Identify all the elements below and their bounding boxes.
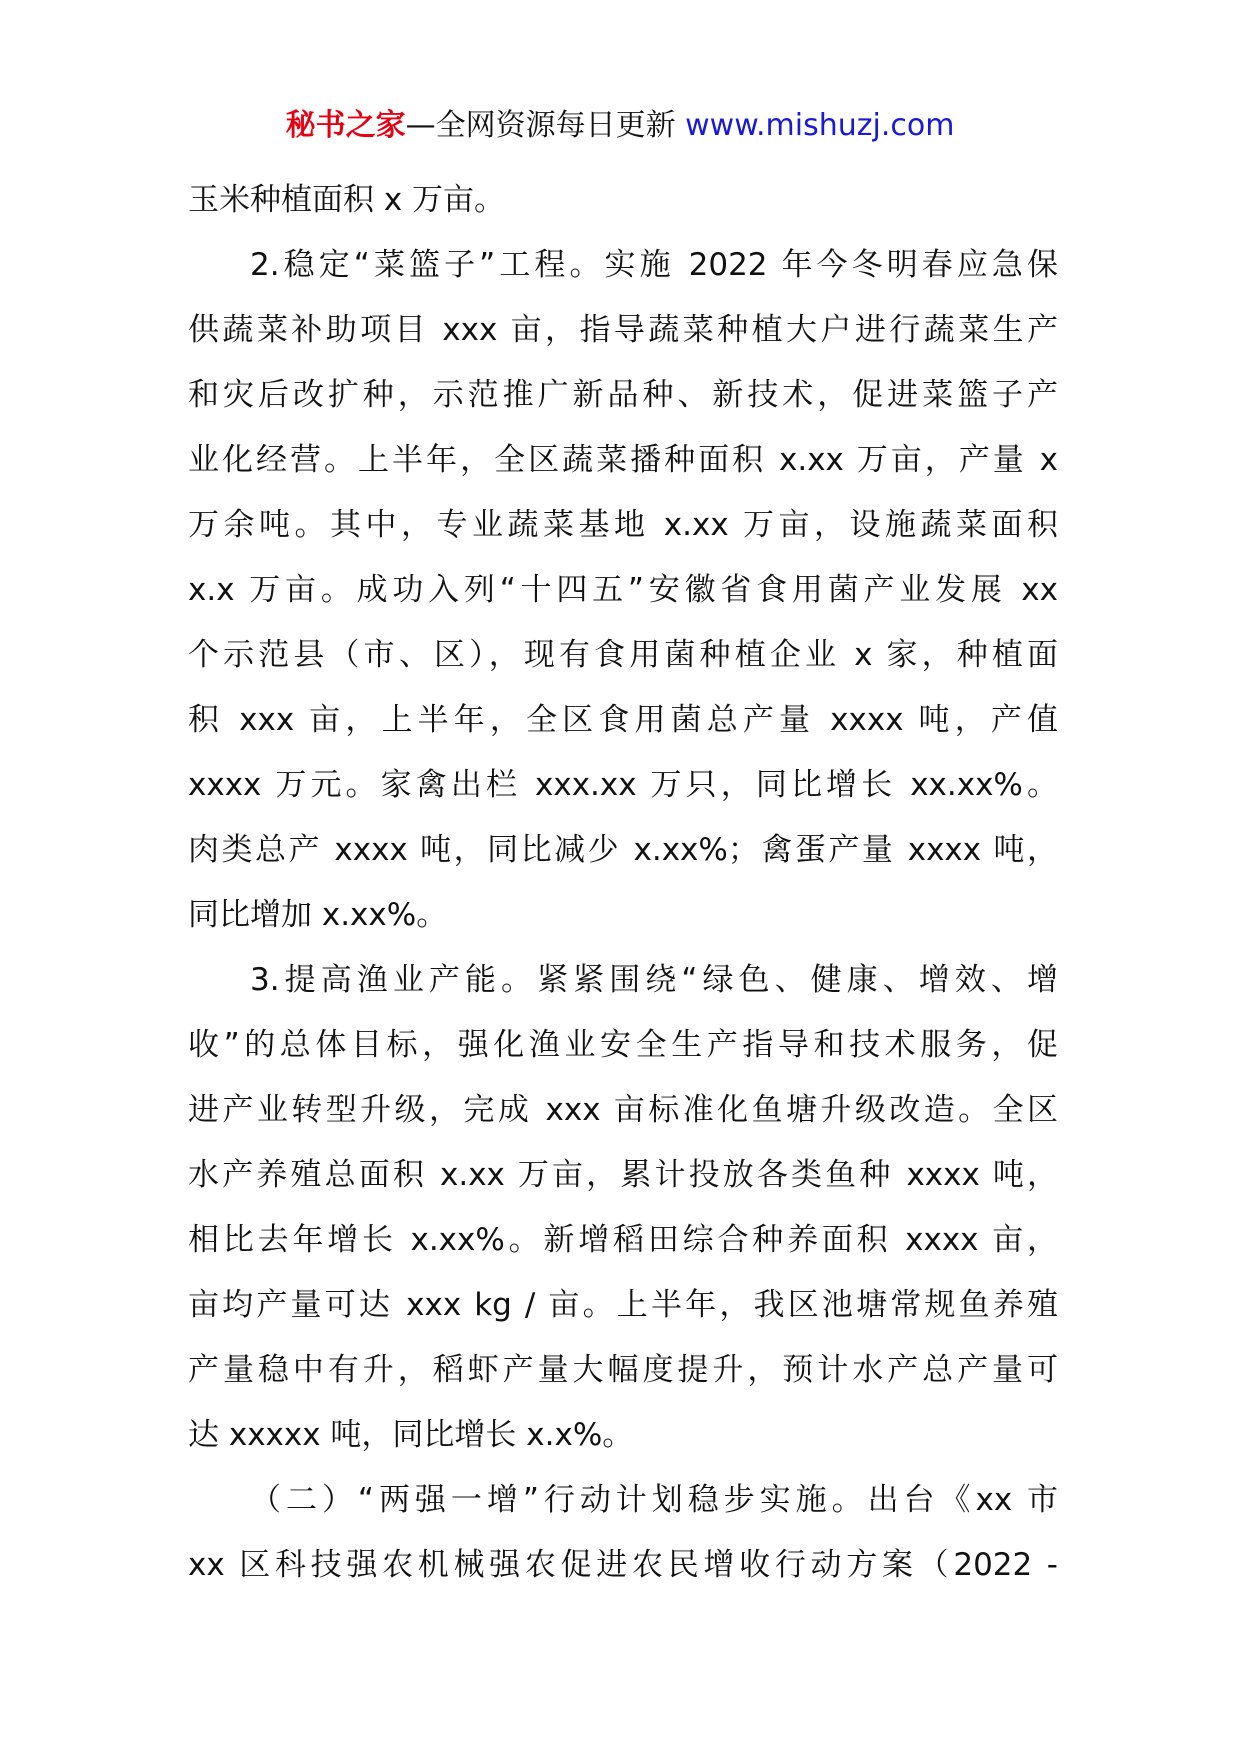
paragraph-start-line: （二）“两强一增”行动计划稳步实施。出台《xx 市 (250, 1482, 1058, 1518)
site-url-link[interactable]: www.mishuzj.com (685, 108, 955, 143)
paragraph-start-line: 3.提高渔业产能。紧紧围绕“绿色、健康、增效、增 (250, 962, 1058, 998)
text-line: x.x 万亩。成功入列“十四五”安徽省食用菌产业发展 xx (188, 572, 1058, 608)
text-line: 进产业转型升级，完成 xxx 亩标准化鱼塘升级改造。全区 (188, 1092, 1058, 1128)
text-line: 水产养殖总面积 x.xx 万亩，累计投放各类鱼种 xxxx 吨， (188, 1157, 1058, 1193)
text-line: 业化经营。上半年，全区蔬菜播种面积 x.xx 万亩，产量 x (188, 442, 1058, 478)
text-line: 产量稳中有升，稻虾产量大幅度提升，预计水产总产量可 (188, 1352, 1058, 1388)
text-line: xx 区科技强农机械强农促进农民增收行动方案（2022 - (188, 1547, 1058, 1583)
text-line: 肉类总产 xxxx 吨，同比减少 x.xx%；禽蛋产量 xxxx 吨， (188, 832, 1058, 868)
text-line: 玉米种植面积 x 万亩。 (188, 182, 506, 218)
paragraph-start-line: 2.稳定“菜篮子”工程。实施 2022 年今冬明春应急保 (250, 247, 1058, 283)
text-line: 个示范县（市、区），现有食用菌种植企业 x 家，种植面 (188, 637, 1058, 673)
brand-name: 秘书之家 (285, 108, 406, 143)
text-line: 积 xxx 亩，上半年，全区食用菌总产量 xxxx 吨，产值 (188, 702, 1058, 738)
text-line: 万余吨。其中，专业蔬菜基地 x.xx 万亩，设施蔬菜面积 (188, 507, 1058, 543)
text-line: 和灾后改扩种，示范推广新品种、新技术，促进菜篮子产 (188, 377, 1058, 413)
document-body (188, 168, 1058, 1598)
text-line: 同比增加 x.xx%。 (188, 897, 448, 933)
text-line: 相比去年增长 x.xx%。新增稻田综合种养面积 xxxx 亩， (188, 1222, 1058, 1258)
site-header (0, 104, 1240, 148)
header-tagline: —全网资源每日更新 (405, 108, 686, 143)
text-line: 供蔬菜补助项目 xxx 亩，指导蔬菜种植大户进行蔬菜生产 (188, 312, 1058, 348)
text-line: 亩均产量可达 xxx kg / 亩。上半年，我区池塘常规鱼养殖 (188, 1287, 1058, 1323)
text-line: xxxx 万元。家禽出栏 xxx.xx 万只，同比增长 xx.xx%。 (188, 767, 1058, 803)
text-line: 达 xxxxx 吨，同比增长 x.x%。 (188, 1417, 634, 1453)
text-line: 收”的总体目标，强化渔业安全生产指导和技术服务，促 (188, 1027, 1058, 1063)
